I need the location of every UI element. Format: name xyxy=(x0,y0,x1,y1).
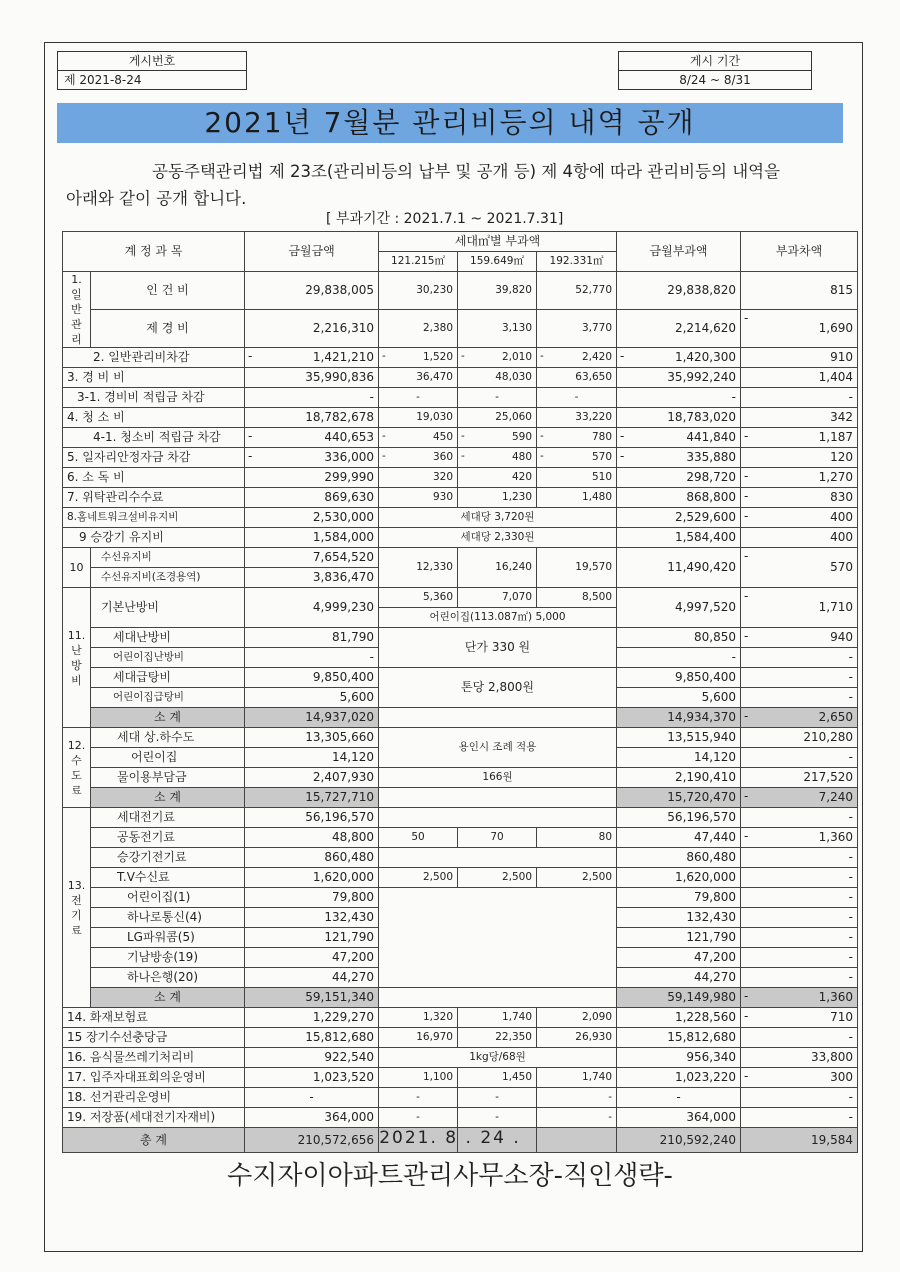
cell-charged: 860,480 xyxy=(617,848,741,868)
row-label: 소 계 xyxy=(91,988,245,1008)
cell-charged: 56,196,570 xyxy=(617,808,741,828)
table-row xyxy=(63,428,858,448)
cell-amount: 29,838,005 xyxy=(245,272,379,310)
cell-size-121: 36,470 xyxy=(379,368,458,388)
cell-size-159: - xyxy=(458,388,537,408)
cell-size-159: 1,230 xyxy=(458,488,537,508)
cell-size-121: 320 xyxy=(379,468,458,488)
cell-amount: 44,270 xyxy=(245,968,379,988)
cell-diff: - xyxy=(741,928,858,948)
table-row xyxy=(63,1108,858,1128)
table-row xyxy=(63,1088,858,1108)
row-label: 3. 경 비 비 xyxy=(63,368,245,388)
post-number-box xyxy=(57,51,247,90)
cell-diff: - xyxy=(741,848,858,868)
row-label: 하나로통신(4) xyxy=(91,908,245,928)
row-label: 세대난방비 xyxy=(91,628,245,648)
intro-line-1: 공동주택관리법 제 23조(관리비등의 납부 및 공개 등) 제 4항에 따라 관리비등의 내역을 xyxy=(152,162,781,181)
cell-amount: 132,430 xyxy=(245,908,379,928)
row-label: 15 장기수선충당금 xyxy=(63,1028,245,1048)
cell-diff: - xyxy=(741,648,858,668)
row-label: 하나은행(20) xyxy=(91,968,245,988)
cell-amount: 1,620,000 xyxy=(245,868,379,888)
cell-diff: 217,520 xyxy=(741,768,858,788)
cell-size-121: 19,030 xyxy=(379,408,458,428)
intro-text xyxy=(66,158,846,212)
cell-amount: 48,800 xyxy=(245,828,379,848)
cell-amount: 18,782,678 xyxy=(245,408,379,428)
row-label: 어린이집급탕비 xyxy=(91,688,245,708)
row-label: 18. 선거관리운영비 xyxy=(63,1088,245,1108)
cell-size-159: - 2,010 xyxy=(458,348,537,368)
cell-charged: 210,592,240 xyxy=(617,1128,741,1153)
cell-charged: 11,490,420 xyxy=(617,548,741,588)
row-label: 세대 상.하수도 xyxy=(91,728,245,748)
cell-size-192: - xyxy=(537,1108,617,1128)
table-row xyxy=(63,408,858,428)
cell-size-159: 16,240 xyxy=(458,548,537,588)
cell-note: 세대당 3,720원 xyxy=(379,508,617,528)
cell-size-192: 26,930 xyxy=(537,1028,617,1048)
col-header-item: 계 정 과 목 xyxy=(63,232,245,272)
row-label: 6. 소 독 비 xyxy=(63,468,245,488)
cell-charged: 132,430 xyxy=(617,908,741,928)
cell-size-121: 50 xyxy=(379,828,458,848)
row-label: 총 계 xyxy=(63,1128,245,1153)
subtotal-row xyxy=(63,708,858,728)
cell-diff: - 1,360 xyxy=(741,988,858,1008)
row-label: 공동전기료 xyxy=(91,828,245,848)
cell-size-121: 2,380 xyxy=(379,310,458,348)
row-label: 5. 일자리안정자금 차감 xyxy=(63,448,245,468)
cell-charged: 79,800 xyxy=(617,888,741,908)
cell-size-159: 420 xyxy=(458,468,537,488)
cell-charged: 2,190,410 xyxy=(617,768,741,788)
cell-size-159: 1,450 xyxy=(458,1068,537,1088)
cell-empty xyxy=(379,848,617,868)
table-row xyxy=(63,348,858,368)
row-label: 어린이집 xyxy=(91,748,245,768)
cell-diff: - 1,270 xyxy=(741,468,858,488)
cell-size-192: 2,500 xyxy=(537,868,617,888)
post-period-box xyxy=(618,51,812,90)
cell-diff: - xyxy=(741,868,858,888)
row-label: 소 계 xyxy=(91,708,245,728)
cell-note: 166원 xyxy=(379,768,617,788)
cell-size-192: - 780 xyxy=(537,428,617,448)
row-label: 14. 화재보험료 xyxy=(63,1008,245,1028)
cell-charged: 364,000 xyxy=(617,1108,741,1128)
col-header-diff: 부과차액 xyxy=(741,232,858,272)
row-label: 소 계 xyxy=(91,788,245,808)
cell-amount: 9,850,400 xyxy=(245,668,379,688)
cell-charged: 868,800 xyxy=(617,488,741,508)
cell-amount: 5,600 xyxy=(245,688,379,708)
cell-charged: 44,270 xyxy=(617,968,741,988)
cell-size-192: 8,500 xyxy=(537,588,617,608)
cell-amount: 59,151,340 xyxy=(245,988,379,1008)
cell-amount: 35,990,836 xyxy=(245,368,379,388)
cell-size-121: - xyxy=(379,1088,458,1108)
post-number-value: 제 2021-8-24 xyxy=(58,70,246,89)
cell-amount: 14,120 xyxy=(245,748,379,768)
table-row xyxy=(63,628,858,648)
cell-charged: 5,600 xyxy=(617,688,741,708)
post-period-value: 8/24 ~ 8/31 xyxy=(619,70,811,89)
cell-diff: 1,404 xyxy=(741,368,858,388)
cell-amount: 13,305,660 xyxy=(245,728,379,748)
table-row xyxy=(63,1068,858,1088)
cell-empty xyxy=(379,808,617,828)
cell-size-159: - 590 xyxy=(458,428,537,448)
cell-charged: 35,992,240 xyxy=(617,368,741,388)
cell-charged: 956,340 xyxy=(617,1048,741,1068)
cell-note: 어린이집(113.087㎡) 5,000 xyxy=(379,608,617,628)
table-row xyxy=(63,728,858,748)
table-row xyxy=(63,508,858,528)
cell-charged: 4,997,520 xyxy=(617,588,741,628)
cell-size-192: 19,570 xyxy=(537,548,617,588)
cell-size-159: 39,820 xyxy=(458,272,537,310)
cell-size-121: 1,320 xyxy=(379,1008,458,1028)
table-row xyxy=(63,768,858,788)
cell-charged: - 1,420,300 xyxy=(617,348,741,368)
cell-diff: - 940 xyxy=(741,628,858,648)
cell-amount: 1,229,270 xyxy=(245,1008,379,1028)
subtotal-row xyxy=(63,988,858,1008)
post-period-label: 게시 기간 xyxy=(689,54,741,68)
cell-size-121: 5,360 xyxy=(379,588,458,608)
row-label: 9 승강기 유지비 xyxy=(63,528,245,548)
cell-diff: - xyxy=(741,688,858,708)
cell-amount: 15,727,710 xyxy=(245,788,379,808)
cell-amount: 7,654,520 xyxy=(245,548,379,568)
cell-amount: - 336,000 xyxy=(245,448,379,468)
cell-size-159: 3,130 xyxy=(458,310,537,348)
cell-note: 단가 330 원 xyxy=(379,628,617,668)
cell-charged: 1,584,400 xyxy=(617,528,741,548)
cell-size-159: 2,500 xyxy=(458,868,537,888)
cell-diff: - 830 xyxy=(741,488,858,508)
cell-size-192: 2,090 xyxy=(537,1008,617,1028)
cell-charged: 13,515,940 xyxy=(617,728,741,748)
table-row xyxy=(63,828,858,848)
cell-charged: 14,120 xyxy=(617,748,741,768)
cell-amount: 1,023,520 xyxy=(245,1068,379,1088)
cell-size-192: 52,770 xyxy=(537,272,617,310)
cell-diff: - xyxy=(741,968,858,988)
cell-charged: - 441,840 xyxy=(617,428,741,448)
cell-size-192: 80 xyxy=(537,828,617,848)
cell-charged: 59,149,980 xyxy=(617,988,741,1008)
cell-charged: 2,214,620 xyxy=(617,310,741,348)
row-label: 2. 일반관리비차감 xyxy=(63,348,245,368)
row-label: 16. 음식물쓰레기처리비 xyxy=(63,1048,245,1068)
cell-amount: 210,572,656 xyxy=(245,1128,379,1153)
cell-diff: - xyxy=(741,1028,858,1048)
cell-size-121: - 450 xyxy=(379,428,458,448)
cell-diff: 815 xyxy=(741,272,858,310)
cell-empty xyxy=(379,788,617,808)
cell-size-192: 3,770 xyxy=(537,310,617,348)
cell-amount: 14,937,020 xyxy=(245,708,379,728)
col-header-size-121: 121.215㎡ xyxy=(379,252,458,272)
cell-diff: - xyxy=(741,1108,858,1128)
cell-empty xyxy=(379,888,617,988)
cell-diff: - 400 xyxy=(741,508,858,528)
col-header-amount: 금월금액 xyxy=(245,232,379,272)
row-label: 3-1. 경비비 적립금 차감 xyxy=(63,388,245,408)
col-header-per-unit: 세대㎡별 부과액 xyxy=(379,232,617,252)
cell-charged: - xyxy=(617,1088,741,1108)
row-label: 승강기전기료 xyxy=(91,848,245,868)
group-repair: 10 xyxy=(63,548,91,588)
cell-amount: 81,790 xyxy=(245,628,379,648)
cell-diff: - 570 xyxy=(741,548,858,588)
cell-size-121: 30,230 xyxy=(379,272,458,310)
cell-amount: 2,407,930 xyxy=(245,768,379,788)
table-row xyxy=(63,1008,858,1028)
cell-charged: 29,838,820 xyxy=(617,272,741,310)
table-row xyxy=(63,528,858,548)
cell-note: 용인시 조례 적용 xyxy=(379,728,617,768)
cell-diff: - xyxy=(741,908,858,928)
cell-diff: - 7,240 xyxy=(741,788,858,808)
cell-amount: 364,000 xyxy=(245,1108,379,1128)
issue-date: 2021. 8 . 24 . xyxy=(379,1128,521,1148)
cell-diff: - 2,650 xyxy=(741,708,858,728)
cell-empty xyxy=(379,988,617,1008)
cell-diff: - 1,690 xyxy=(741,310,858,348)
cell-diff: - xyxy=(741,668,858,688)
cell-size-121: 16,970 xyxy=(379,1028,458,1048)
cell-charged: 9,850,400 xyxy=(617,668,741,688)
col-header-charged: 금월부과액 xyxy=(617,232,741,272)
cell-amount: 4,999,230 xyxy=(245,588,379,628)
cell-diff: - 300 xyxy=(741,1068,858,1088)
cell-size-159: 22,350 xyxy=(458,1028,537,1048)
cell-amount: 299,990 xyxy=(245,468,379,488)
row-label: 어린이집난방비 xyxy=(91,648,245,668)
cell-diff: - 710 xyxy=(741,1008,858,1028)
row-label: 세대급탕비 xyxy=(91,668,245,688)
table-row xyxy=(63,1028,858,1048)
row-label: 19. 저장품(세대전기자재비) xyxy=(63,1108,245,1128)
cell-size-192: 33,220 xyxy=(537,408,617,428)
post-number-label: 게시번호 xyxy=(128,54,176,68)
group-general-mgmt: 1.일반관리 xyxy=(63,272,91,348)
cell-amount: 1,584,000 xyxy=(245,528,379,548)
cell-size-192: - xyxy=(537,1088,617,1108)
cell-size-121: - xyxy=(379,1108,458,1128)
cell-diff: 342 xyxy=(741,408,858,428)
cell-size-192: - 2,420 xyxy=(537,348,617,368)
table-row xyxy=(63,548,858,568)
cell-amount: - 1,421,210 xyxy=(245,348,379,368)
cell-diff: - 1,360 xyxy=(741,828,858,848)
intro-line-2: 아래와 같이 공개 합니다. xyxy=(66,189,247,208)
cell-charged: 47,440 xyxy=(617,828,741,848)
cell-size-159: 25,060 xyxy=(458,408,537,428)
cell-diff: - 1,710 xyxy=(741,588,858,628)
cell-diff: 19,584 xyxy=(741,1128,858,1153)
cell-charged: - 335,880 xyxy=(617,448,741,468)
fee-table xyxy=(62,231,858,1153)
cell-amount: - xyxy=(245,388,379,408)
cell-amount: 121,790 xyxy=(245,928,379,948)
cell-charged: 80,850 xyxy=(617,628,741,648)
cell-note: 세대당 2,330원 xyxy=(379,528,617,548)
cell-diff: - xyxy=(741,1088,858,1108)
row-label: 기남방송(19) xyxy=(91,948,245,968)
billing-period: [ 부과기간 : 2021.7.1 ~ 2021.7.31] xyxy=(326,211,564,227)
col-header-size-159: 159.649㎡ xyxy=(458,252,537,272)
table-row xyxy=(63,368,858,388)
cell-size-121: 930 xyxy=(379,488,458,508)
subtotal-row xyxy=(63,788,858,808)
cell-note: 톤당 2,800원 xyxy=(379,668,617,708)
cell-charged: 2,529,600 xyxy=(617,508,741,528)
cell-charged: 15,720,470 xyxy=(617,788,741,808)
row-label: 수선유지비(조경용역) xyxy=(91,568,245,588)
row-label: 기본난방비 xyxy=(91,588,245,628)
table-row xyxy=(63,808,858,828)
table-row xyxy=(63,848,858,868)
cell-amount: 15,812,680 xyxy=(245,1028,379,1048)
cell-charged: 1,228,560 xyxy=(617,1008,741,1028)
cell-charged: - xyxy=(617,648,741,668)
cell-charged: 1,023,220 xyxy=(617,1068,741,1088)
cell-diff: - xyxy=(741,388,858,408)
cell-charged: 121,790 xyxy=(617,928,741,948)
cell-amount: 47,200 xyxy=(245,948,379,968)
row-label: 17. 입주자대표회의운영비 xyxy=(63,1068,245,1088)
cell-charged: 47,200 xyxy=(617,948,741,968)
col-header-size-192: 192.331㎡ xyxy=(537,252,617,272)
cell-size-159: - xyxy=(458,1088,537,1108)
row-label: LG파워콤(5) xyxy=(91,928,245,948)
cell-charged: 298,720 xyxy=(617,468,741,488)
cell-charged: 14,934,370 xyxy=(617,708,741,728)
cell-size-159: 70 xyxy=(458,828,537,848)
cell-size-192: 63,650 xyxy=(537,368,617,388)
group-water: 12.수도료 xyxy=(63,728,91,808)
cell-amount: 3,836,470 xyxy=(245,568,379,588)
cell-amount: - xyxy=(245,648,379,668)
row-label: 7. 위탁관리수수료 xyxy=(63,488,245,508)
row-label: 수선유지비 xyxy=(91,548,245,568)
table-row xyxy=(63,448,858,468)
cell-charged: - xyxy=(617,388,741,408)
cell-size-121: 2,500 xyxy=(379,868,458,888)
cell-amount: 922,540 xyxy=(245,1048,379,1068)
cell-size-192: - xyxy=(537,388,617,408)
table-row xyxy=(63,588,858,608)
cell-diff: 910 xyxy=(741,348,858,368)
cell-diff: - xyxy=(741,808,858,828)
table-row xyxy=(63,468,858,488)
cell-size-159: 48,030 xyxy=(458,368,537,388)
signature: 수지자이아파트관리사무소장-직인생략- xyxy=(227,1161,673,1191)
table-row xyxy=(63,1048,858,1068)
cell-size-159: - 480 xyxy=(458,448,537,468)
table-row xyxy=(63,888,858,908)
cell-diff: 120 xyxy=(741,448,858,468)
row-label: T.V수신료 xyxy=(91,868,245,888)
group-heating: 11.난방비 xyxy=(63,588,91,728)
cell-amount: - 440,653 xyxy=(245,428,379,448)
table-row xyxy=(63,488,858,508)
cell-diff: - xyxy=(741,748,858,768)
row-label: 물이용부담금 xyxy=(91,768,245,788)
cell-diff: 33,800 xyxy=(741,1048,858,1068)
row-label: 인 건 비 xyxy=(91,272,245,310)
group-electricity: 13.전기료 xyxy=(63,808,91,1008)
cell-size-121: - 1,520 xyxy=(379,348,458,368)
cell-size-192: 1,740 xyxy=(537,1068,617,1088)
header-row xyxy=(63,232,858,252)
cell-diff: - xyxy=(741,948,858,968)
row-label: 제 경 비 xyxy=(91,310,245,348)
cell-amount: - xyxy=(245,1088,379,1108)
cell-amount: 2,530,000 xyxy=(245,508,379,528)
cell-amount: 869,630 xyxy=(245,488,379,508)
cell-diff: - xyxy=(741,888,858,908)
cell-size-159: 7,070 xyxy=(458,588,537,608)
cell-amount: 79,800 xyxy=(245,888,379,908)
row-label: 8.홈네트워크설비유지비 xyxy=(63,508,245,528)
row-label: 4. 청 소 비 xyxy=(63,408,245,428)
cell-size-121: - 360 xyxy=(379,448,458,468)
cell-size-192: - 570 xyxy=(537,448,617,468)
cell-charged: 15,812,680 xyxy=(617,1028,741,1048)
table-row xyxy=(63,310,858,348)
table-row xyxy=(63,388,858,408)
row-label: 세대전기료 xyxy=(91,808,245,828)
row-label: 4-1. 청소비 적립금 차감 xyxy=(63,428,245,448)
document-title: 2021년 7월분 관리비등의 내역 공개 xyxy=(57,103,843,143)
cell-charged: 18,783,020 xyxy=(617,408,741,428)
cell-note: 1kg당/68원 xyxy=(379,1048,617,1068)
table-row xyxy=(63,668,858,688)
table-row xyxy=(63,868,858,888)
table-row xyxy=(63,272,858,310)
cell-size-121: - xyxy=(379,388,458,408)
cell-size-159: 1,740 xyxy=(458,1008,537,1028)
cell-amount: 56,196,570 xyxy=(245,808,379,828)
cell-size-192: 1,480 xyxy=(537,488,617,508)
cell-empty xyxy=(379,708,617,728)
cell-charged: 1,620,000 xyxy=(617,868,741,888)
cell-amount: 2,216,310 xyxy=(245,310,379,348)
cell-size-121: 12,330 xyxy=(379,548,458,588)
cell-size-192: 510 xyxy=(537,468,617,488)
cell-amount: 860,480 xyxy=(245,848,379,868)
cell-size-159: - xyxy=(458,1108,537,1128)
cell-diff: - 1,187 xyxy=(741,428,858,448)
cell-diff: 400 xyxy=(741,528,858,548)
row-label: 어린이집(1) xyxy=(91,888,245,908)
cell-diff: 210,280 xyxy=(741,728,858,748)
cell-size-121: 1,100 xyxy=(379,1068,458,1088)
